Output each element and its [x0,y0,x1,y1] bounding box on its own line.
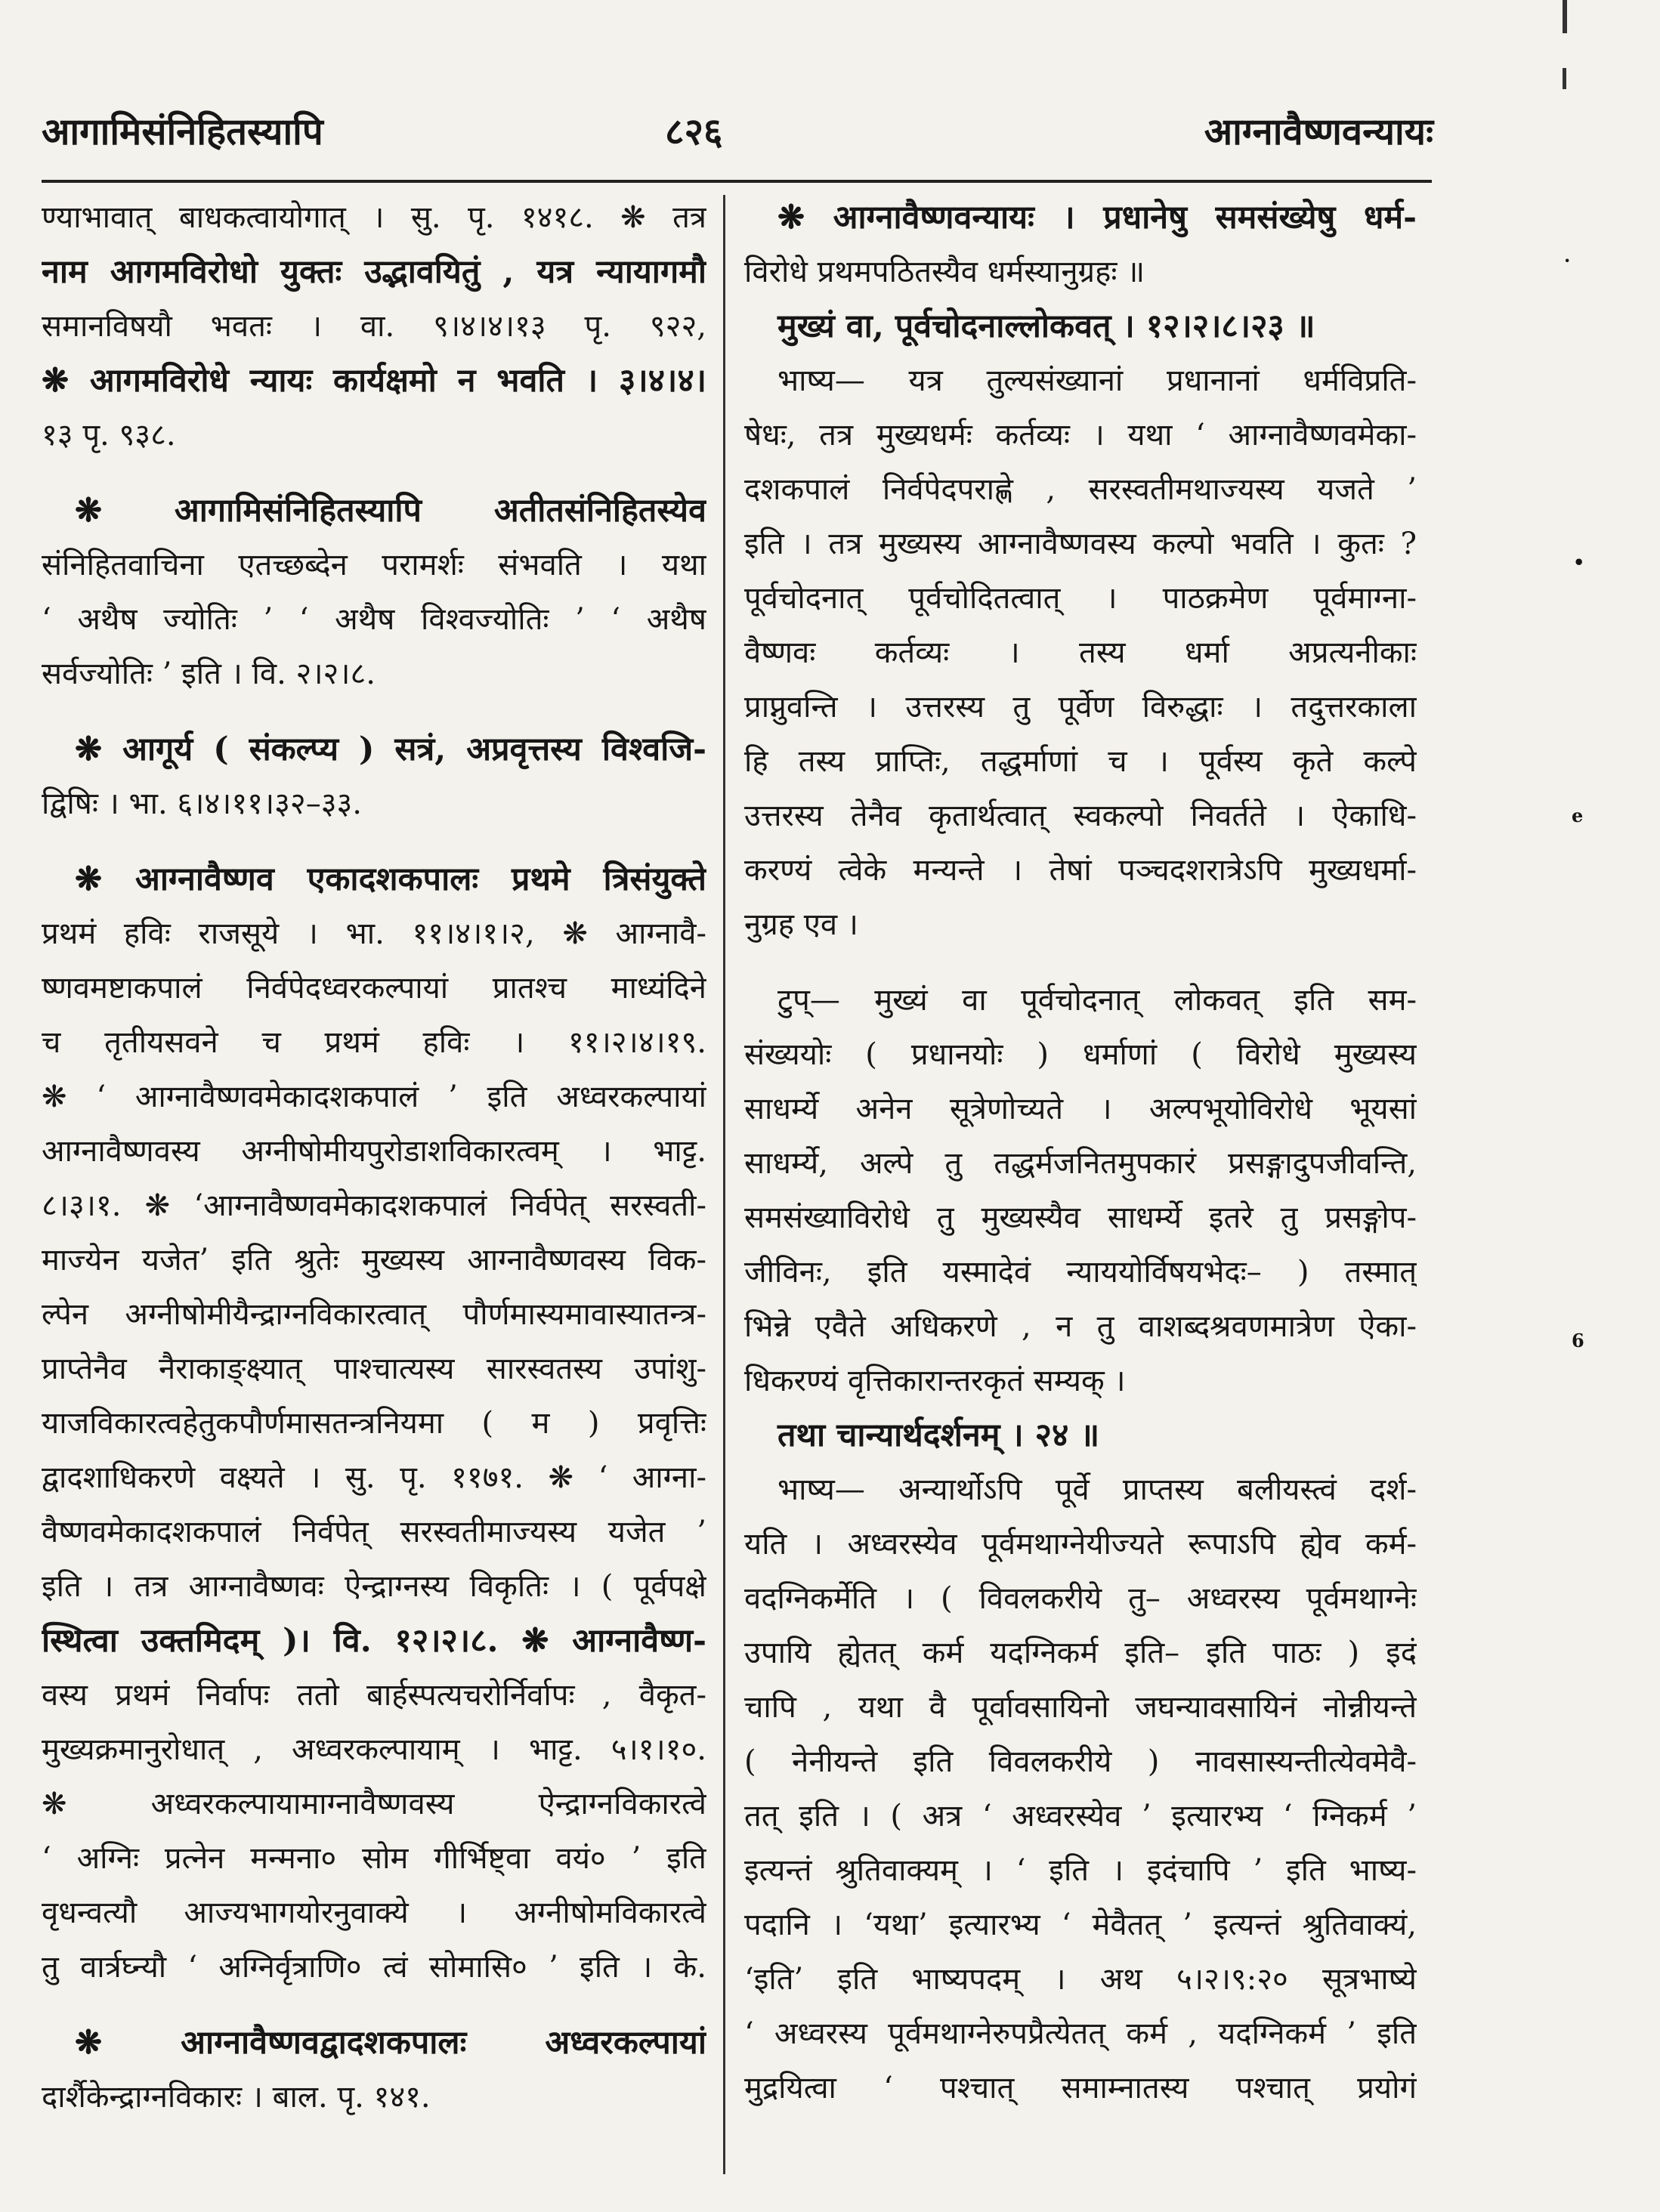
entry-headword-line: ❋ आगूर्य ( संकल्प्य ) सत्रं, अप्रवृत्तस्य विश्वजि- [75,731,706,768]
text-line: मुद्रयित्वा ‘ पश्चात् समाम्नातस्य पश्चात् प्रयोगं [744,2071,1417,2105]
text-line: साधर्म्ये, अल्पे तु तद्धर्मजनितमुपकारं प्रसङ्गादुपजीवन्ति, [744,1146,1417,1181]
text-line: तु वार्त्रघ्न्यौ ‘ अग्निर्वृत्राणि० त्वं सोमासि० ’ इति । के. [42,1950,706,1985]
running-head-right: आग्नावैष्णवन्यायः [1204,110,1433,153]
running-head-left: आगामिसंनिहितस्यापि [42,110,323,153]
text-line: उत्तरस्य तेनैव कृतार्थत्वात् स्वकल्पो निवर्तते । ऐकाधि- [744,799,1417,833]
text-line: दशकपालं निर्वपेदपराह्णे , सरस्वतीमथाज्यस्य यजते ’ [744,472,1417,507]
text-line: पूर्वचोदनात् पूर्वचोदितत्वात् । पाठक्रमेण पूर्वमाग्ना- [744,581,1417,616]
text-line: दार्शैकेन्द्राग्नविकारः । बाल. पृ. १४१. [42,2080,431,2115]
text-line: इति । तत्र मुख्यस्य आग्नावैष्णवस्य कल्पो भवति । कुतः ? [744,527,1417,561]
text-line: यति । अध्वरस्येव पूर्वमथाग्नेयीज्यते रूपाऽपि ह्येव कर्म- [744,1527,1417,1562]
left-column [42,190,706,2124]
text-line: द्विषिः । भा. ६।४।११।३२–३३. [42,786,363,821]
text-line: साधर्म्ये अनेन सूत्रेणोच्यते । अल्पभूयोविरोधे भूयसां [744,1092,1417,1126]
text-line: च तृतीयसवने च प्रथमं हविः । ११।२।४।१९. [42,1025,706,1060]
text-line: प्राप्तेनैव नैराकाङ्क्ष्यात् पाश्चात्यस्य सारस्वतस्य उपांशु- [42,1352,706,1386]
text-line: मुख्यक्रमानुरोधात् , अध्वरकल्पायाम् । भाट्ट. ५।१।१०. [42,1732,706,1767]
right-column [744,190,1417,2115]
text-line: जीविनः, इति यस्मादेवं न्याययोर्विषयभेदः– ) तस्मात् [744,1255,1417,1290]
text-line: स्थित्वा उक्तमिदम् )। वि. १२।२।८. ❋ आग्नावैष्ण- [42,1622,706,1660]
text-line: उपायि ह्येतत् कर्म यदग्निकर्म इति– इति पाठः ) इदं [744,1636,1417,1670]
text-line: वदग्निकर्मेति । ( विवलकरीये तु– अध्वरस्य पूर्वमथाग्नेः [744,1581,1417,1616]
text-line: माज्येन यजेत’ इति श्रुतेः मुख्यस्य आग्नावैष्णवस्य विक- [42,1243,706,1277]
text-line: ‘इति’ इति भाष्यपदम् । अथ ५।२।९:२० सूत्रभाष्ये [744,1962,1417,1997]
text-line: ‘ अथैष ज्योतिः ’ ‘ अथैष विश्वज्योतिः ’ ‘ अथैष [42,602,706,637]
text-line: इत्यन्तं श्रुतिवाक्यम् । ‘ इति । इदंचापि ’ इति भाष्य- [744,1853,1417,1888]
text-line: वैष्णवः कर्तव्यः । तस्य धर्मा अप्रत्यनीकाः [744,635,1417,670]
page-number: ८२६ [665,110,723,153]
text-line: पदानि । ‘यथा’ इत्यारभ्य ‘ मेवैतत् ’ इत्यन्तं श्रुतिवाक्यं, [744,1908,1417,1942]
text-line: वस्य प्रथमं निर्वापः ततो बार्हस्पत्यचरोर्निर्वापः , वैकृत- [42,1678,706,1713]
sutra-line: तथा चान्यार्थदर्शनम् । २४ ॥ [777,1416,1100,1454]
text-line: ❋ ‘ आग्नावैष्णवमेकादशकपालं ’ इति अध्वरकल्पायां [42,1080,706,1114]
sutra-line: मुख्यं वा, पूर्वचोदनाल्लोकवत् । १२।२।८।२३ ॥ [777,307,1315,345]
text-line: चापि , यथा वै पूर्वावसायिनो जघन्यावसायिनं नोन्नीयन्ते [744,1690,1417,1725]
text-line: समानविषयौ भवतः । वा. ९।४।४।१३ पृ. ९२२, [42,309,706,344]
text-line: ‘ अग्निः प्रत्नेन मन्मना० सोम गीर्भिष्ट्वा वयं० ’ इति [42,1841,706,1876]
text-line: सर्वज्योतिः ’ इति । वि. २।२।८. [42,656,376,691]
text-line: इति । तत्र आग्नावैष्णवः ऐन्द्राग्नस्य विकृतिः । ( पूर्वपक्षे [42,1569,706,1604]
text-line: वृधन्वत्यौ आज्यभागयोरनुवाक्ये । अग्नीषोमविकारत्वे [42,1895,706,1930]
text-line: धिकरण्यं वृत्तिकारान्तरकृतं सम्यक् । [744,1364,1126,1398]
entry-headword-line: ❋ आग्नावैष्णव एकादशकपालः प्रथमे त्रिसंयुक्ते [75,860,706,898]
page-edge-mark [1563,68,1566,89]
margin-speck: 6 [1572,1330,1584,1352]
text-line: ष्णवमष्टाकपालं निर्वपेदध्वरकल्पायां प्रातश्च माध्यंदिने [42,971,706,1006]
text-line: तत् इति । ( अत्र ‘ अध्वरस्येव ’ इत्यारभ्य ‘ ग्निकर्म ’ [744,1799,1417,1834]
text-line: ❋ आगमविरोधे न्यायः कार्यक्षमो न भवति । ३।४।४। [42,362,706,400]
bhashya-line: भाष्य— अन्यार्थोऽपि पूर्वे प्राप्तस्य बलीयस्त्वं दर्श- [777,1472,1417,1507]
tuptika-line: टुप्— मुख्यं वा पूर्वचोदनात् लोकवत् इति सम- [777,983,1417,1018]
text-line: १३ पृ. ९३८. [42,418,176,453]
text-line: ल्पेन अग्नीषोमीयैन्द्राग्नविकारत्वात् पौर्णमास्यमावास्यातन्त्र- [42,1297,706,1332]
text-line: ८।३।१. ❋ ‘आग्नावैष्णवमेकादशकपालं निर्वपेत् सरस्वती- [42,1188,706,1223]
text-line: नाम आगमविरोधो युक्तः उद्भावयितुं , यत्र न्यायागमौ [42,253,706,291]
nyaya-headword-line: ❋ आग्नावैष्णवन्यायः । प्रधानेषु समसंख्येषु धर्म- [777,199,1417,236]
margin-speck: e [1572,805,1584,826]
entry-headword-line: ❋ आगामिसंनिहितस्यापि अतीतसंनिहितस्येव [75,492,706,530]
text-line: समसंख्याविरोधे तु मुख्यस्यैव साधर्म्ये इतरे तु प्रसङ्गोप- [744,1200,1417,1235]
margin-speck: • [1573,551,1585,573]
text-line: द्वादशाधिकरणे वक्ष्यते । सु. पृ. ११७१. ❋ ‘ आग्ना- [42,1460,706,1495]
text-line: षेधः, तत्र मुख्यधर्मः कर्तव्यः । यथा ‘ आग्नावैष्णवमेका- [744,418,1417,453]
margin-speck: · [1564,249,1571,271]
entry-headword-line: ❋ आग्नावैष्णवद्वादशकपालः अध्वरकल्पायां [75,2024,706,2062]
text-line: हि तस्य प्राप्तिः, तद्धर्माणां च । पूर्वस्य कृते कल्पे [744,744,1417,779]
text-line: ❋ अध्वरकल्पायामाग्नावैष्णवस्य ऐन्द्राग्नविकारत्वे [42,1787,706,1821]
bhashya-line: भाष्य— यत्र तुल्यसंख्यानां प्रधानानां धर्मविप्रति- [777,363,1417,398]
text-line: संनिहितवाचिना एतच्छब्देन परामर्शः संभवति । यथा [42,548,706,582]
text-line: नुग्रह एव । [744,907,858,942]
text-line: ( नेनीयन्ते इति विवलकरीये ) नावसास्यन्तीत्येवमेवै- [744,1744,1417,1779]
text-line: याजविकारत्वहेतुकपौर्णमासतन्त्रनियमा ( म ) प्रवृत्तिः [42,1406,706,1441]
text-line: ण्याभावात् बाधकत्वायोगात् । सु. पृ. १४१८. ❋ तत्र [42,200,706,235]
text-line: ‘ अध्वरस्य पूर्वमथाग्नेरुपप्रैत्येतत् कर्म , यदग्निकर्म ’ इति [744,2016,1417,2051]
column-divider [723,195,725,2174]
text-line: संख्ययोः ( प्रधानयोः ) धर्माणां ( विरोधे मुख्यस्य [744,1037,1417,1072]
text-line: प्राप्नुवन्ति । उत्तरस्य तु पूर्वेण विरुद्धाः । तदुत्तरकाला [744,690,1417,724]
text-line: विरोधे प्रथमपठितस्यैव धर्मस्यानुग्रहः ॥ [744,255,1145,289]
text-line: करण्यं त्वेके मन्यन्ते । तेषां पञ्चदशरात्रेऽपि मुख्यधर्मा- [744,853,1417,888]
text-line: आग्नावैष्णवस्य अग्नीषोमीयपुरोडाशविकारत्वम् । भाट्ट. [42,1134,706,1169]
page-edge-mark [1563,0,1567,33]
text-line: भिन्ने एवैते अधिकरणे , न तु वाशब्दश्रवणमात्रेण ऐका- [744,1309,1417,1344]
text-line: प्रथमं हविः राजसूये । भा. ११।४।१।२, ❋ आग्नावै- [42,916,706,951]
header-rule [42,180,1432,183]
text-line: वैष्णवमेकादशकपालं निर्वपेत् सरस्वतीमाज्यस्य यजेत ’ [42,1515,706,1549]
